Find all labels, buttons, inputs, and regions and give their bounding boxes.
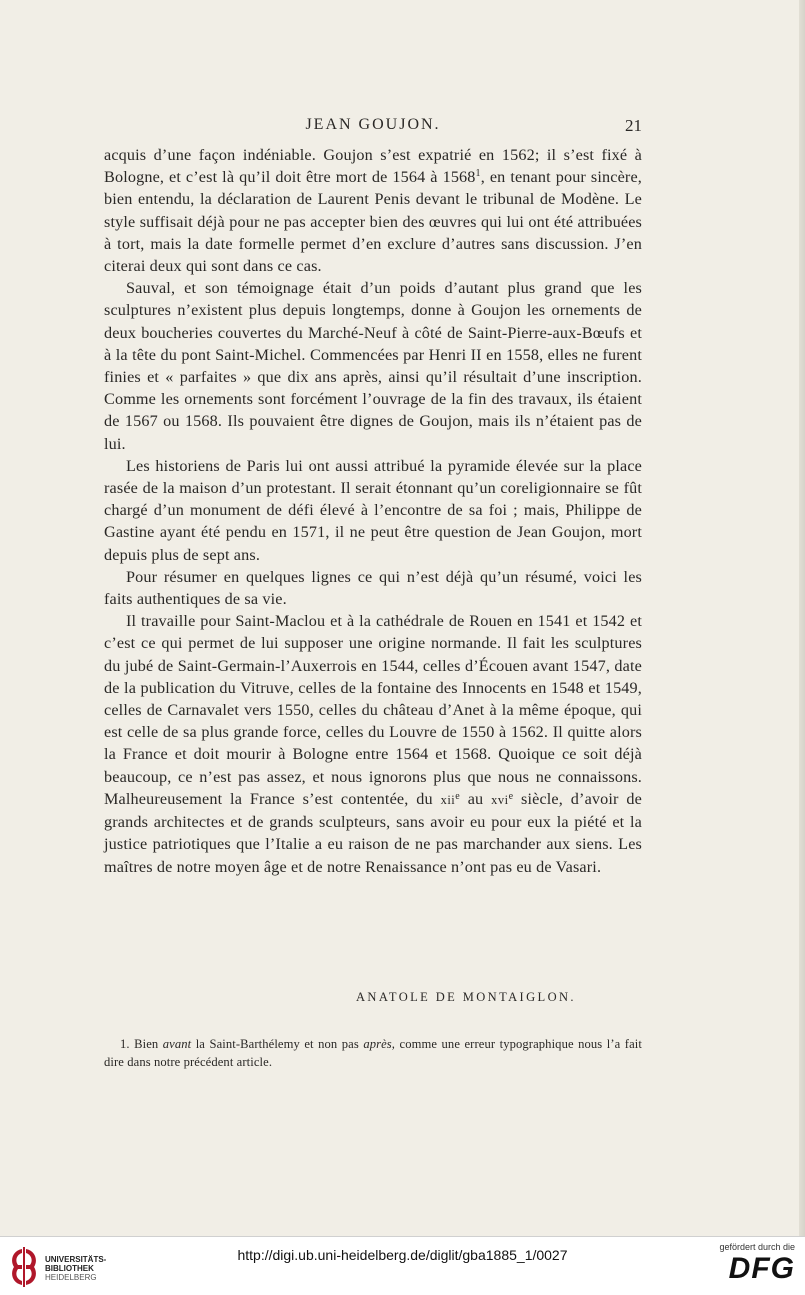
footnote-number: 1. — [120, 1037, 130, 1051]
dfg-logo-text: DFG — [728, 1252, 795, 1285]
footnote-text-2: la Saint-Barthélemy et non pas — [191, 1037, 364, 1051]
viewer-bottom-bar — [0, 1236, 805, 1295]
century-xvi-sup: e — [508, 790, 514, 802]
footnote-text-1: Bien — [129, 1037, 163, 1051]
paragraph-4: Pour résumer en quelques lignes ce qui n’est déjà qu’un résumé, voici les faits authentiques de sa vie. — [104, 567, 642, 609]
running-head — [104, 116, 642, 140]
library-name-line-2: BIBLIOTHEK — [45, 1264, 94, 1273]
footnote-emphasis-1: avant — [162, 1037, 192, 1051]
paragraph-5-text-b: siècle, d’avoir de grands architectes et de grands sculpteurs, sans avoir eu pour eux la piété et la justice patriotiques que l’Italie a eu raison de ne pas marchander aux siens. Les maîtres de notre moyen âge et de notre Renaissance n’ont pas eu de Vasari. — [104, 789, 642, 876]
document-url-link[interactable]: http://digi.ub.uni-heidelberg.de/diglit/gba1885_1/0027 — [237, 1247, 568, 1263]
page-number: 21 — [625, 116, 642, 135]
paragraph-5-connector: au — [459, 789, 492, 808]
footnote-reference[interactable]: 1 — [475, 168, 481, 180]
paragraph-1-text-a: acquis d’une façon indéniable. Goujon s’est expatrié en 1562; il s’est fixé à Bologne, et c’est là qu’il doit être mort de 1564 à 1568 — [104, 146, 642, 187]
funding-caption: gefördert durch die — [719, 1242, 795, 1252]
page-edge — [799, 0, 805, 1236]
library-name-line-3: HEIDELBERG — [45, 1273, 97, 1282]
dfg-funding-logo[interactable] — [713, 1242, 795, 1290]
footnote-text-3: comme une erreur typographique nous l’a fait dire dans notre précédent article. — [104, 1037, 642, 1069]
century-xii: xii — [440, 792, 456, 807]
century-xii-sup: e — [455, 790, 460, 802]
paragraph-3: Les historiens de Paris lui ont aussi attribué la pyramide élevée sur la place rasée de la maison d’un protestant. Il serait étonnant qu’un coreligionnaire se fût chargé d’un monument de défi élevé à l’encontre de sa foi ; mais, Philippe de Gastine ayant été pendu en 1571, il ne peut être question de Jean Goujon, mort depuis plus de sept ans. — [104, 456, 642, 564]
paragraph-2: Sauval, et son témoignage était d’un poids d’autant plus grand que les sculptures n’existent plus depuis longtemps, donne à Goujon les ornements de deux boucheries couvertes du Marché-Neuf à côté de Saint-Pierre-aux-Bœufs et à la tête du pont Saint-Michel. Commencées par Henri II en 1558, elles ne furent finies et « parfaites » que dix ans après, ainsi qu’il résultait d’une inscription. Comme les ornements sont forcément l’ouvrage de la fin des travaux, ils étaient de 1567 ou 1568. Ils pouvaient être dignes de Goujon, mais ils n’étaient pas de lui. — [104, 279, 642, 453]
century-xvi: xvi — [491, 792, 509, 807]
running-title: JEAN GOUJON. — [305, 116, 441, 133]
author-signature: ANATOLE DE MONTAIGLON. — [356, 990, 576, 1004]
paragraph-5 — [104, 610, 642, 877]
footnote-emphasis-2: après, — [363, 1037, 396, 1051]
paragraph-1-text-b: , en tenant pour sincère, bien entendu, la déclaration de Laurent Penis devant le tribunal de Modène. Le style suffisait déjà pour ne pas accepter bien des œuvres qui lui ont été attribuées à tort, mais la date formelle permet d’en exclure d’autres sans discussion. J’en citerai deux qui sont dans ce cas. — [104, 168, 642, 276]
library-name-line-1: UNIVERSITÄTS- — [45, 1255, 107, 1264]
article-body — [104, 144, 642, 878]
footnote — [104, 1036, 642, 1071]
paragraph-5-text-a: Il travaille pour Saint-Maclou et à la cathédrale de Rouen en 1541 et 1542 et c’est ce qui permet de lui supposer une origine normande. Il fait les sculptures du jubé de Saint-Germain-l’Auxerrois en 1544, celles d’Écouen avant 1547, date de la publication du Vitruve, celles de la fontaine des Innocents en 1548 et 1549, celles de Carnavalet vers 1550, celles du château d’Anet à la même époque, qui est celle de sa plus grande force, celles du Louvre de 1550 à 1562. Il quitte alors la France et doit mourir à Bologne entre 1564 et 1568. Quoique ce soit déjà beaucoup, ce n’est pas assez, et nous ignorons plus que nous ne connaissons. Malheureusement la France s’est contentée, du — [104, 612, 642, 808]
paragraph-1 — [104, 144, 642, 277]
